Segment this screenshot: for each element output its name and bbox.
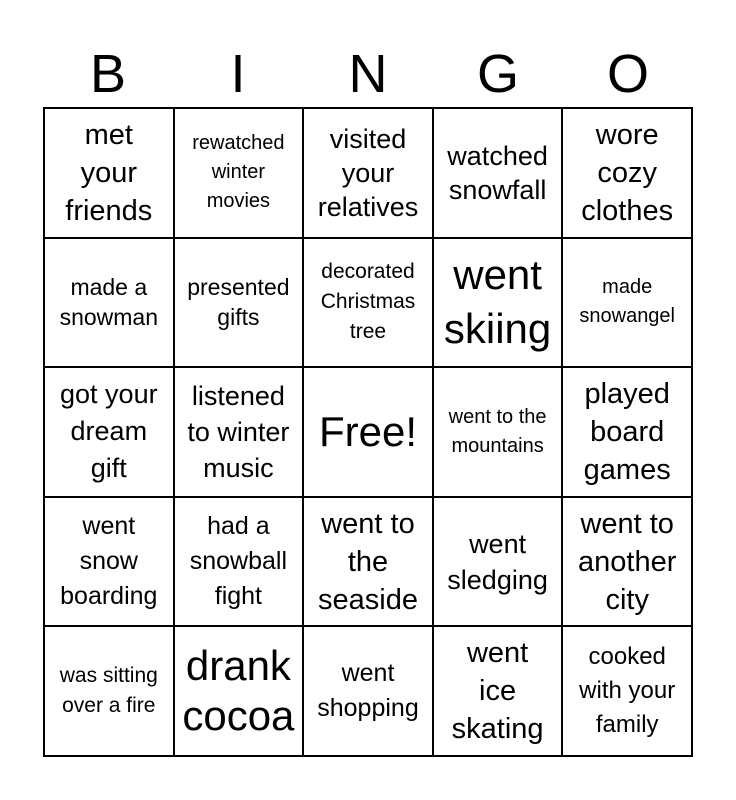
bingo-cell[interactable]: [562, 626, 692, 756]
bingo-cell[interactable]: [562, 497, 692, 627]
header-letter-n: N: [348, 44, 388, 104]
bingo-cell[interactable]: [562, 367, 692, 497]
cell-text: wore cozy clothes: [581, 118, 674, 227]
cell-text: had a snowball fight: [189, 512, 288, 611]
bingo-cell[interactable]: [174, 108, 304, 238]
cell-text: went snow boarding: [60, 512, 158, 611]
cell-text: went skiing: [443, 251, 552, 353]
bingo-cell[interactable]: [44, 367, 174, 497]
cell-text: was sitting over a fire: [59, 664, 158, 718]
cell-text: went to the seaside: [318, 507, 418, 616]
cell-text: decorated Christmas tree: [320, 260, 416, 344]
free-space: Free!: [318, 407, 417, 455]
bingo-board: [43, 107, 693, 757]
cell-text: watched snowfall: [447, 140, 548, 205]
bingo-cell[interactable]: [174, 238, 304, 368]
cell-text: went shopping: [317, 659, 419, 723]
bingo-cell[interactable]: [433, 367, 563, 497]
bingo-cell[interactable]: [433, 108, 563, 238]
bingo-cell[interactable]: [433, 238, 563, 368]
cell-text: went to the mountains: [448, 405, 547, 457]
bingo-cell[interactable]: [303, 108, 433, 238]
bingo-cell[interactable]: [562, 238, 692, 368]
bingo-cell[interactable]: [44, 238, 174, 368]
cell-text: listened to winter music: [187, 380, 290, 483]
bingo-cell[interactable]: [174, 626, 304, 756]
cell-text: drank cocoa: [182, 642, 295, 740]
cell-text: made snowangel: [579, 276, 675, 328]
bingo-cell[interactable]: [174, 367, 304, 497]
bingo-header: [43, 40, 693, 108]
bingo-cell[interactable]: [303, 497, 433, 627]
header-letter-i: I: [230, 44, 246, 104]
bingo-cell[interactable]: [433, 626, 563, 756]
cell-text: met your friends: [65, 118, 153, 227]
bingo-cell[interactable]: [44, 497, 174, 627]
header-letter-o: O: [606, 44, 649, 104]
cell-text: presented gifts: [187, 274, 290, 331]
cell-text: cooked with your family: [579, 643, 676, 739]
cell-text: rewatched winter movies: [192, 132, 285, 213]
cell-text: made a snowman: [59, 274, 159, 331]
bingo-cell[interactable]: [303, 238, 433, 368]
bingo-cell[interactable]: [303, 626, 433, 756]
bingo-cell[interactable]: [303, 367, 433, 497]
cell-text: went sledging: [447, 528, 548, 595]
bingo-cell[interactable]: [562, 108, 692, 238]
bingo-cell[interactable]: [44, 108, 174, 238]
header-letter-b: B: [89, 44, 127, 104]
cell-text: went ice skating: [451, 637, 544, 746]
cell-text: got your dream gift: [60, 379, 158, 484]
bingo-cell[interactable]: [433, 497, 563, 627]
bingo-cell[interactable]: [174, 497, 304, 627]
cell-text: visited your relatives: [317, 123, 419, 222]
header-letter-g: G: [476, 44, 519, 104]
cell-text: went to another city: [578, 507, 677, 616]
bingo-cell[interactable]: [44, 626, 174, 756]
cell-text: played board games: [583, 377, 671, 486]
